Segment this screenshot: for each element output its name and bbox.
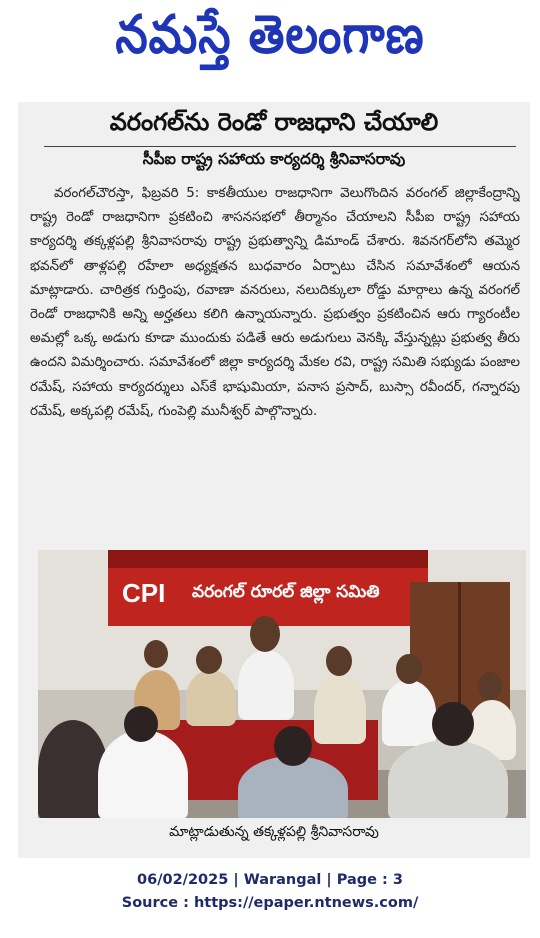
photo-audience-4-head [432,702,474,746]
article-subheadline: సీపీఐ రాష్ట్ర సహాయ కార్యదర్శి శ్రీనివాసరావు [142,150,406,168]
photo-person-left-head [196,646,222,674]
article-body: వరంగల్‌చౌరస్తా, ఫిబ్రవరి 5: కాకతీయుల రాజధానిగా వెలుగొందిన వరంగల్ జిల్లాకేంద్రాన్ని రాష్ట్ర రెండో రాజధానిగా ప్రకటించి శాసనసభలో తీర్మానం చేయాలని సీపీఐ రాష్ట్ర సహాయ కార్యదర్శి తక్కళ్లపల్లి శ్రీనివాసరావు రాష్ట్ర ప్రభుత్వాన్ని డిమాండ్ చేశారు. శివనగర్‌లోని తమ్మెర భవన్‌లో తాళ్లపల్లి రహేలా అధ్యక్షతన బుధవారం ఏర్పాటు చేసిన సమావేశంలో ఆయన మాట్లాడారు. చారిత్రక గుర్తింపు, రవాణా వనరులు, నలుదిక్కులా రోడ్డు మార్గాలు ఉన్న వరంగల్ రెండో రాజధానికి అన్ని అర్హతలు కలిగి ఉన్నాయన్నారు. ప్రభుత్వం ప్రకటించిన ఆరు గ్యారంటీల అమల్లో ఒక్క అడుగు కూడా ముందుకు పడితే ఆరు అడుగులు వెనక్కి వేస్తున్నట్లు ప్రభుత్వ తీరు ఉందని విమర్శించారు. సమావేశంలో జిల్లా కార్యదర్శి మేకల రవి, రాష్ట్ర సమితి సభ్యుడు పంజాల రమేష్, సహాయ కార్యదర్శులు ఎస్‌కే భాషుమియా, పనాస ప్రసాద్, బుస్సా రవీందర్, గన్నారపు రమేష్, అక్కపల్లి రమేష్, గుంపెల్లి మునీశ్వర్ పాల్గొన్నారు. [30,186,520,419]
banner-committee-text: వరంగల్ రూరల్ జిల్లా సమితి [192,582,380,602]
banner-party-text: CPI [122,578,166,608]
article-photo [38,550,526,818]
photo-caption: మాట్లాడుతున్న తక్కళ్లపల్లి శ్రీనివాసరావు [169,824,379,840]
photo-audience-2 [98,730,188,818]
banner-top-strip [108,550,428,568]
photo-person-right [314,674,366,744]
photo-person-right-2 [382,680,436,746]
cpi-banner [108,550,428,626]
edition-info: 06/02/2025 | Warangal | Page : 3 [137,872,403,888]
photo-person-speaker-head [250,616,280,652]
photo-person-right-head [326,646,352,676]
article-headline: వరంగల్‌ను రెండో రాజధాని చేయాలి [109,108,439,136]
photo-person-left [186,670,236,726]
photo-audience-3-head [274,726,312,766]
newspaper-title: నమస్తే తెలంగాణ [115,3,425,66]
masthead [0,0,540,82]
source-link[interactable]: Source : https://epaper.ntnews.com/ [121,895,419,911]
photo-audience-4 [388,740,508,818]
photo-person-speaker [238,650,294,720]
news-clipping [18,102,530,858]
photo-person-far-left-head [144,640,168,668]
photo-person-woman-head [478,672,502,700]
headline-divider [44,146,516,147]
photo-audience-2-head [124,706,158,742]
photo-person-right-2-head [396,654,422,684]
